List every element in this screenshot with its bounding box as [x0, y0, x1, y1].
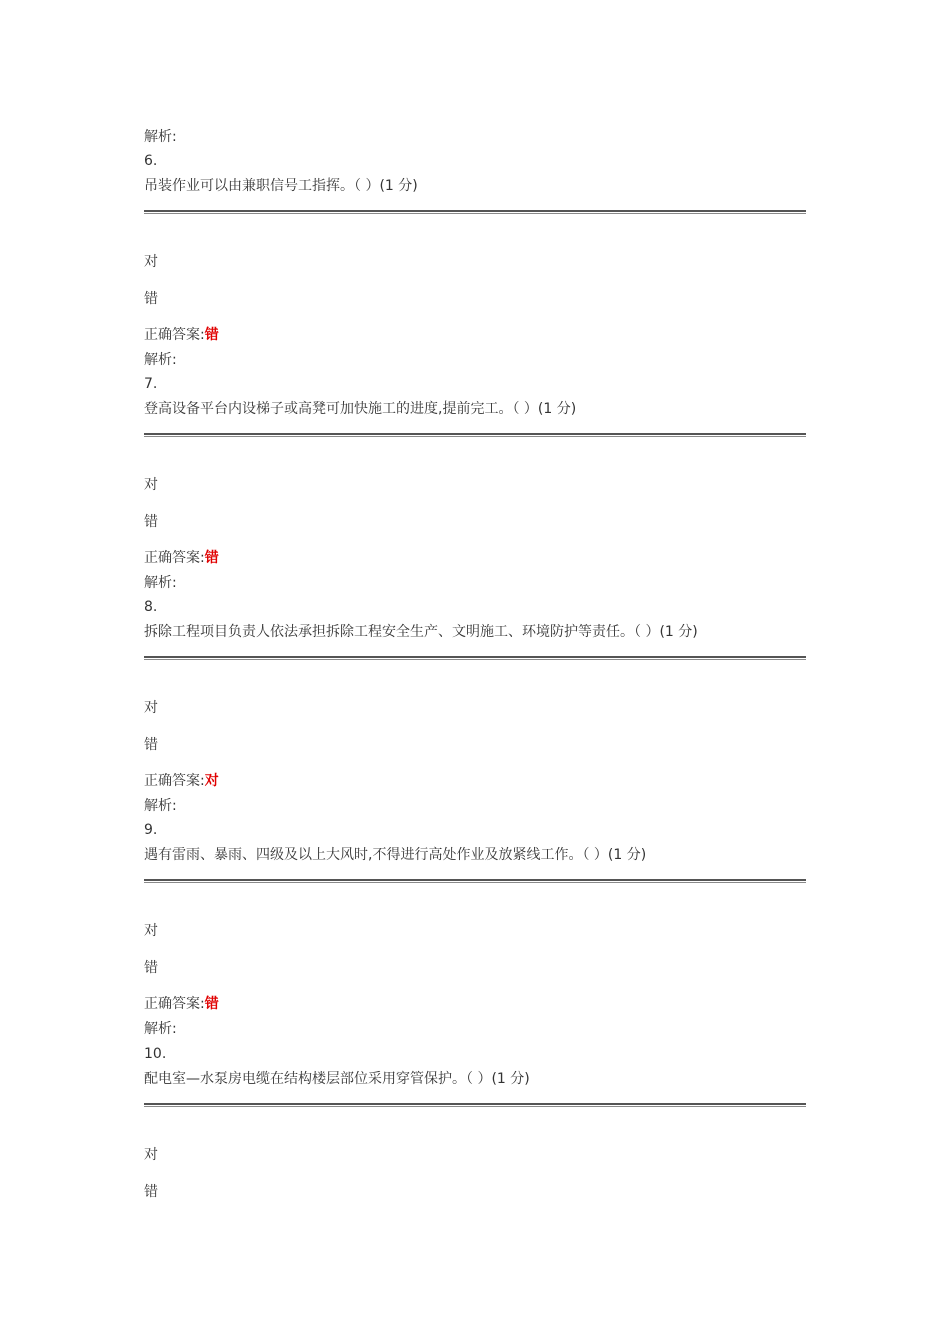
correct-answer: [144, 995, 219, 1013]
correct-answer-label: 正确答案:: [144, 773, 205, 789]
document-page: [144, 0, 806, 1344]
correct-answer: [144, 326, 219, 344]
question-text: 拆除工程项目负责人依法承担拆除工程安全生产、文明施工、环境防护等责任。（ ）(1 分): [144, 624, 698, 640]
option-true[interactable]: 对: [144, 923, 158, 939]
analysis-label: 解析:: [144, 129, 177, 145]
correct-answer: [144, 549, 219, 567]
question-text: 吊装作业可以由兼职信号工指挥。（ ）(1 分): [144, 178, 418, 194]
option-true[interactable]: 对: [144, 477, 158, 493]
question-number: 7.: [144, 376, 158, 392]
correct-answer-value: 错: [204, 550, 219, 566]
option-false[interactable]: 错: [144, 737, 158, 753]
option-true[interactable]: 对: [144, 700, 158, 716]
correct-answer-value: 对: [204, 773, 219, 789]
option-false[interactable]: 错: [144, 291, 158, 307]
question-number: 6.: [144, 153, 158, 169]
analysis-label: 解析:: [144, 575, 177, 591]
option-true[interactable]: 对: [144, 254, 158, 270]
analysis-label: 解析:: [144, 1021, 177, 1037]
correct-answer-label: 正确答案:: [144, 996, 205, 1012]
question-number: 10.: [144, 1046, 167, 1062]
analysis-label: 解析:: [144, 352, 177, 368]
question-divider: [144, 656, 806, 660]
correct-answer: [144, 772, 219, 790]
option-false[interactable]: 错: [144, 960, 158, 976]
question-text: 配电室—水泵房电缆在结构楼层部位采用穿管保护。（ ）(1 分): [144, 1071, 530, 1087]
correct-answer-value: 错: [204, 996, 219, 1012]
option-false[interactable]: 错: [144, 514, 158, 530]
option-true[interactable]: 对: [144, 1147, 158, 1163]
correct-answer-label: 正确答案:: [144, 550, 205, 566]
correct-answer-value: 错: [204, 327, 219, 343]
question-divider: [144, 1103, 806, 1107]
analysis-label: 解析:: [144, 798, 177, 814]
correct-answer-label: 正确答案:: [144, 327, 205, 343]
question-divider: [144, 879, 806, 883]
question-text: 登高设备平台内设梯子或高凳可加快施工的进度,提前完工。（ ）(1 分): [144, 401, 577, 417]
question-divider: [144, 433, 806, 437]
question-number: 8.: [144, 599, 158, 615]
question-text: 遇有雷雨、暴雨、四级及以上大风时,不得进行高处作业及放紧线工作。（ ）(1 分): [144, 847, 647, 863]
option-false[interactable]: 错: [144, 1184, 158, 1200]
question-number: 9.: [144, 822, 158, 838]
question-divider: [144, 210, 806, 214]
